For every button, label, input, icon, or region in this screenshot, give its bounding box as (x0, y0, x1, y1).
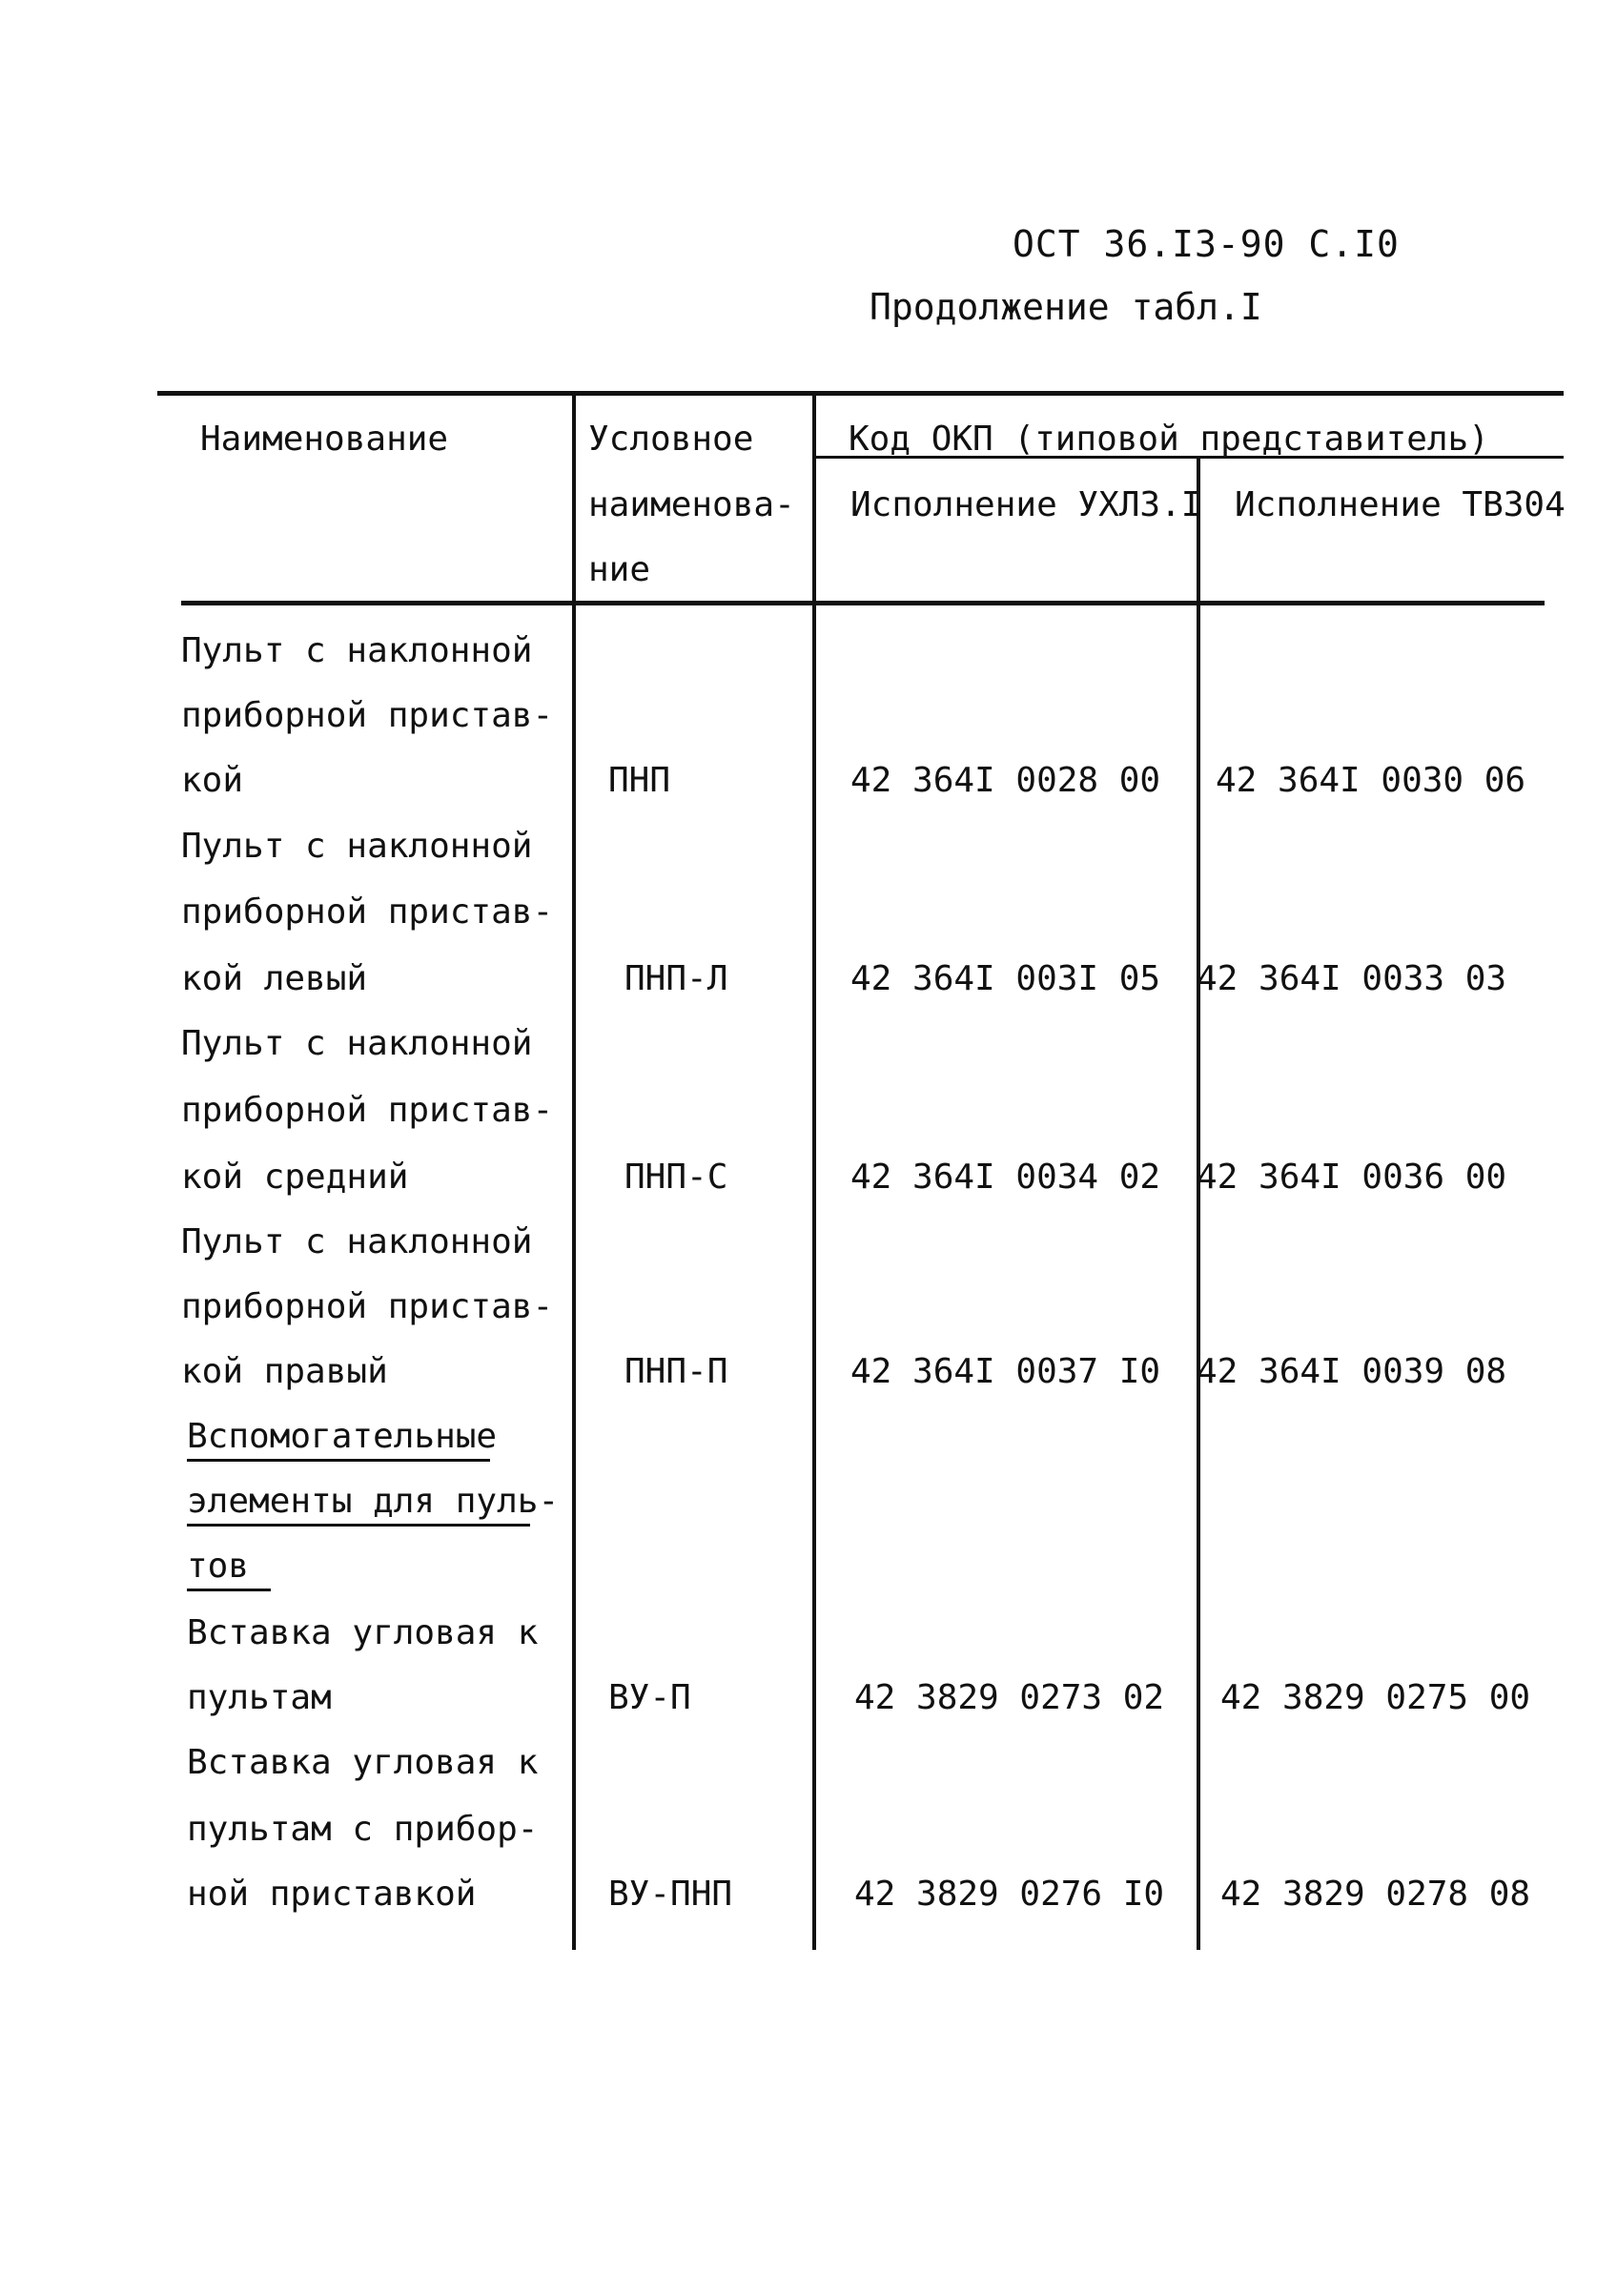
row-3-code-tv: 42 364I 0036 00 (1197, 1158, 1507, 1197)
row-1-name-line-2: приборной пристав- (181, 696, 554, 735)
row-7-name-line-3: ной приставкой (187, 1875, 477, 1914)
section-underline-2 (187, 1524, 530, 1527)
header-bottom-rule (181, 601, 1545, 605)
row-3-name-line-2: приборной пристав- (181, 1091, 554, 1130)
row-7-code-uhl: 42 3829 0276 I0 (854, 1875, 1165, 1914)
column-divider-1 (572, 391, 576, 1950)
row-7-abbr: ВУ-ПНП (608, 1875, 733, 1914)
row-2-name-line-2: приборной пристав- (181, 892, 554, 932)
row-6-name-line-1: Вставка угловая к (187, 1613, 539, 1652)
row-2-name-line-3: кой левый (181, 959, 368, 998)
row-7-name-line-1: Вставка угловая к (187, 1743, 539, 1782)
document-code: ОСТ 36.I3-90 С.I0 (1013, 223, 1400, 265)
row-2-code-uhl: 42 364I 003I 05 (850, 959, 1161, 998)
row-4-abbr: ПНП-П (624, 1352, 728, 1391)
section-heading-line-1: Вспомогательные (187, 1417, 498, 1456)
row-2-abbr: ПНП-Л (624, 959, 728, 998)
table-top-rule (157, 391, 1564, 396)
row-7-name-line-2: пультам с прибор- (187, 1810, 539, 1849)
row-6-code-uhl: 42 3829 0273 02 (854, 1678, 1165, 1717)
row-1-code-tv: 42 364I 0030 06 (1216, 761, 1526, 800)
row-1-name-line-1: Пульт с наклонной (181, 631, 533, 670)
row-1-abbr: ПНП (608, 761, 671, 800)
row-1-code-uhl: 42 364I 0028 00 (850, 761, 1161, 800)
section-underline-3 (187, 1589, 271, 1591)
row-4-code-uhl: 42 364I 0037 I0 (850, 1352, 1161, 1391)
section-heading-line-3: тов (187, 1547, 250, 1586)
section-underline-1 (187, 1459, 490, 1462)
row-6-name-line-2: пультам (187, 1678, 332, 1717)
row-2-name-line-1: Пульт с наклонной (181, 827, 533, 866)
header-okp-group: Код ОКП (типовой представитель) (849, 420, 1489, 459)
header-abbr-line-2: наименова- (588, 485, 795, 524)
section-heading-line-2: элементы для пуль- (187, 1482, 560, 1521)
row-2-code-tv: 42 364I 0033 03 (1197, 959, 1507, 998)
header-abbr-line-3: ние (588, 550, 651, 589)
row-3-name-line-3: кой средний (181, 1158, 409, 1197)
header-okp-uhl: Исполнение УХЛ3.I (850, 485, 1202, 524)
row-3-abbr: ПНП-С (624, 1158, 728, 1197)
row-4-name-line-2: приборной пристав- (181, 1287, 554, 1326)
row-4-name-line-3: кой правый (181, 1352, 388, 1391)
row-4-name-line-1: Пульт с наклонной (181, 1222, 533, 1261)
header-abbr-line-1: Условное (588, 420, 754, 459)
header-name: Наименование (200, 420, 449, 459)
row-6-abbr: ВУ-П (608, 1678, 691, 1717)
row-3-name-line-1: Пульт с наклонной (181, 1024, 533, 1063)
row-4-code-tv: 42 364I 0039 08 (1197, 1352, 1507, 1391)
column-divider-3 (1197, 456, 1200, 1950)
row-6-code-tv: 42 3829 0275 00 (1220, 1678, 1531, 1717)
row-1-name-line-3: кой (181, 761, 244, 800)
header-okp-tv: Исполнение ТВ304 (1235, 485, 1566, 524)
row-3-code-uhl: 42 364I 0034 02 (850, 1158, 1161, 1197)
table-continuation-title: Продолжение табл.I (870, 286, 1262, 328)
row-7-code-tv: 42 3829 0278 08 (1220, 1875, 1531, 1914)
